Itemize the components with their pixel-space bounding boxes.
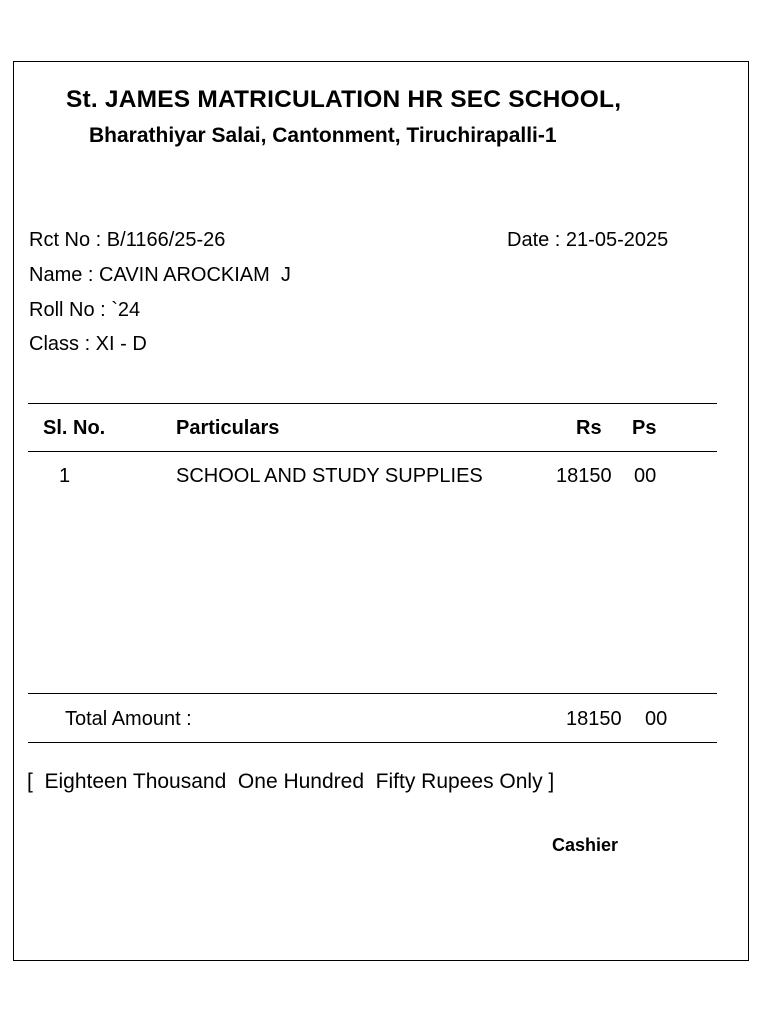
fee-receipt [13, 61, 749, 961]
total-top-divider [28, 693, 717, 694]
row-sl-no: 1 [59, 465, 71, 487]
student-class: Class : XI - D [29, 333, 147, 355]
receipt-date: Date : 21-05-2025 [507, 229, 669, 251]
column-header-particulars: Particulars [176, 417, 280, 439]
receipt-number: Rct No : B/1166/25-26 [29, 229, 226, 251]
total-amount-ps: 00 [645, 708, 668, 730]
table-top-divider [28, 403, 717, 404]
student-name: Name : CAVIN AROCKIAM J [29, 264, 291, 286]
roll-number: Roll No : `24 [29, 299, 141, 321]
row-amount-ps: 00 [634, 465, 657, 487]
column-header-sl-no: Sl. No. [43, 417, 106, 439]
cashier-signature-label: Cashier [552, 835, 619, 855]
school-name: St. JAMES MATRICULATION HR SEC SCHOOL, [66, 86, 622, 113]
column-header-ps: Ps [632, 417, 657, 439]
amount-in-words: [ Eighteen Thousand One Hundred Fifty Rupees Only ] [27, 770, 555, 793]
row-particulars: SCHOOL AND STUDY SUPPLIES [176, 465, 483, 487]
column-header-rs: Rs [576, 417, 602, 439]
school-address: Bharathiyar Salai, Cantonment, Tiruchirapalli-1 [89, 124, 557, 147]
total-amount-rs: 18150 [566, 708, 622, 730]
total-amount-label: Total Amount : [65, 708, 192, 730]
header-divider [28, 451, 717, 452]
row-amount-rs: 18150 [556, 465, 612, 487]
total-bottom-divider [28, 742, 717, 743]
